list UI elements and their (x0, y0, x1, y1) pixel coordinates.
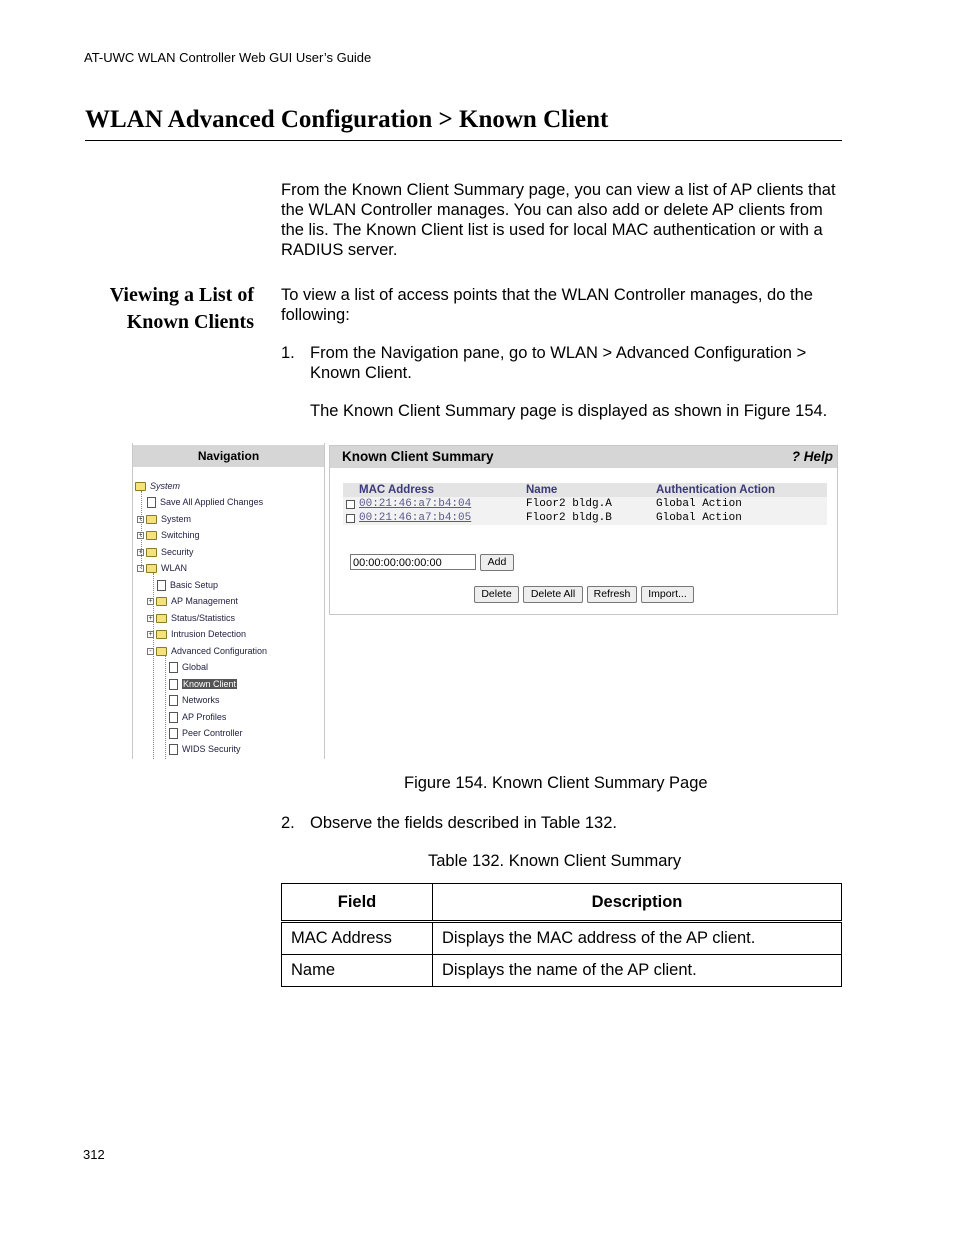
table-header-row (282, 884, 842, 922)
nav-item-label: AP Management (171, 596, 238, 606)
page-icon (169, 695, 178, 706)
col-name[interactable]: Name (526, 484, 558, 496)
mac-link[interactable]: 00:21:46:a7:b4:04 (359, 498, 472, 510)
add-button[interactable]: Add (480, 554, 514, 571)
folder-icon (146, 564, 157, 573)
nav-item-label: System (161, 514, 192, 524)
client-name: Floor2 bldg.A (526, 498, 612, 510)
navigation-pane (132, 443, 325, 759)
expand-icon[interactable]: + (138, 516, 143, 524)
nav-item[interactable] (137, 512, 191, 526)
page-icon (147, 497, 156, 508)
delete-all-button[interactable]: Delete All (523, 586, 583, 603)
nav-item-label: Global (182, 662, 209, 672)
nav-item[interactable] (169, 710, 226, 724)
nav-item[interactable] (169, 693, 220, 707)
table-row (282, 955, 842, 987)
nav-item-label: Peer Controller (182, 728, 243, 738)
step-1-result: The Known Client Summary page is displayed as shown in Figure 154. (310, 402, 828, 420)
expand-icon[interactable]: + (148, 631, 153, 639)
table-row (343, 511, 827, 525)
row-checkbox[interactable] (346, 500, 355, 509)
side-heading-line2: Known Clients (126, 311, 254, 333)
nav-item-label: Save All Applied Changes (160, 497, 264, 507)
auth-action: Global Action (656, 512, 742, 524)
nav-item-label: WIDS Security (182, 744, 241, 754)
nav-item[interactable] (137, 545, 194, 559)
page-icon (169, 744, 178, 755)
page-icon (169, 728, 178, 739)
col-mac-address[interactable]: MAC Address (359, 484, 434, 496)
nav-item-label: Advanced Configuration (171, 646, 268, 656)
delete-button[interactable]: Delete (474, 586, 519, 603)
folder-icon (156, 647, 167, 656)
navigation-header: Navigation (133, 445, 324, 467)
nav-item[interactable] (147, 611, 235, 625)
main-title: Known Client Summary (342, 449, 494, 464)
side-heading (70, 282, 254, 336)
nav-item[interactable] (137, 528, 200, 542)
folder-icon (156, 597, 167, 606)
nav-item[interactable] (137, 561, 187, 575)
step-1 (281, 343, 846, 383)
page-number: 312 (83, 1147, 105, 1162)
nav-item[interactable] (147, 594, 238, 608)
nav-item[interactable] (157, 578, 218, 592)
folder-icon (146, 531, 157, 540)
mac-link[interactable]: 00:21:46:a7:b4:05 (359, 512, 472, 524)
nav-item-label: Intrusion Detection (171, 629, 247, 639)
page-icon (169, 712, 178, 723)
main-pane (329, 445, 838, 615)
header-field: Field (282, 884, 433, 922)
help-link[interactable]: ? Help (791, 449, 833, 464)
collapse-icon[interactable]: - (147, 648, 154, 655)
step-1-number: 1. (281, 344, 295, 362)
running-header: AT-UWC WLAN Controller Web GUI User’s Guide (84, 50, 372, 65)
section-title: WLAN Advanced Configuration > Known Client (85, 106, 609, 133)
nav-item[interactable] (135, 479, 180, 493)
nav-item[interactable] (169, 677, 237, 691)
description-cell: Displays the name of the AP client. (433, 955, 842, 987)
table-header-row (343, 483, 827, 497)
folder-icon (146, 548, 157, 557)
auth-action: Global Action (656, 498, 742, 510)
step-2 (281, 813, 846, 833)
nav-item[interactable] (169, 742, 241, 756)
collapse-icon[interactable]: - (137, 565, 144, 572)
nav-item-label: Networks (182, 695, 220, 705)
nav-item[interactable] (169, 660, 208, 674)
folder-icon (156, 614, 167, 623)
folder-icon (156, 630, 167, 639)
table-caption: Table 132. Known Client Summary (428, 852, 682, 870)
expand-icon[interactable]: + (138, 532, 143, 540)
page-icon (157, 580, 166, 591)
title-rule (85, 140, 842, 141)
field-cell: MAC Address (282, 922, 433, 955)
figure-caption: Figure 154. Known Client Summary Page (404, 774, 708, 792)
nav-item[interactable] (147, 627, 246, 641)
page-icon (169, 662, 178, 673)
side-heading-line1: Viewing a List of (109, 284, 254, 306)
header-description: Description (433, 884, 842, 922)
view-intro-paragraph: To view a list of access points that the WLAN Controller manages, do the following: (281, 286, 813, 324)
nav-item-label: AP Profiles (182, 712, 227, 722)
nav-item[interactable] (147, 495, 263, 509)
nav-item[interactable] (169, 726, 243, 740)
nav-item-label: System (150, 481, 181, 491)
nav-item-label: Security (161, 547, 194, 557)
client-name: Floor2 bldg.B (526, 512, 612, 524)
nav-item-label: Switching (161, 530, 200, 540)
col-authentication-action[interactable]: Authentication Action (656, 484, 776, 496)
expand-icon[interactable]: + (138, 549, 143, 557)
main-header (330, 446, 837, 468)
known-client-screenshot (132, 443, 840, 761)
nav-item-label: Basic Setup (170, 580, 219, 590)
folder-icon (146, 515, 157, 524)
step-2-text: Observe the fields described in Table 132. (310, 814, 617, 832)
nav-item[interactable] (147, 644, 267, 658)
folder-icon (135, 482, 146, 491)
intro-paragraph: From the Known Client Summary page, you can view a list of AP clients that the WLAN Controller manages. You can also add or delete AP clients from the lis. The Known Client list is used for local MAC authentication or with a RADIUS server. (281, 181, 836, 259)
mac-address-input[interactable]: 00:00:00:00:00:00 (350, 554, 476, 570)
table-row (282, 922, 842, 955)
step-1-text: From the Navigation pane, go to WLAN > Advanced Configuration > Known Client. (310, 344, 807, 382)
field-description-table (281, 883, 842, 987)
step-2-number: 2. (281, 814, 295, 832)
nav-item-label: Known Client (183, 679, 237, 689)
field-cell: Name (282, 955, 433, 987)
import-button[interactable]: Import... (641, 586, 694, 603)
description-cell: Displays the MAC address of the AP client. (433, 922, 842, 955)
known-client-table (343, 483, 827, 525)
expand-icon[interactable]: + (148, 598, 153, 606)
page-icon (169, 679, 178, 690)
nav-item-label: Status/Statistics (171, 613, 236, 623)
refresh-button[interactable]: Refresh (587, 586, 637, 603)
nav-item-label: WLAN (161, 563, 188, 573)
expand-icon[interactable]: + (148, 615, 153, 623)
row-checkbox[interactable] (346, 514, 355, 523)
table-row (343, 497, 827, 511)
